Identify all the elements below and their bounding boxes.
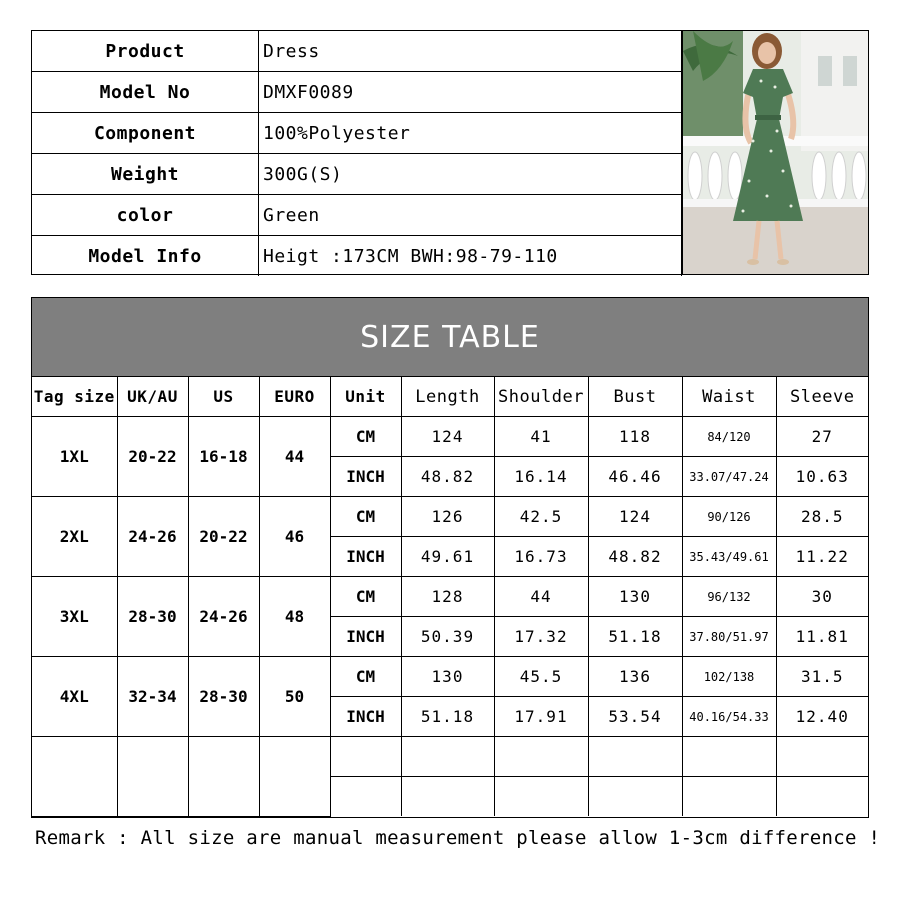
header-bust: Bust	[588, 377, 682, 417]
info-value: 100%Polyester	[259, 113, 682, 154]
uk-au-cell: 24-26	[117, 497, 188, 577]
size-table-header-row	[32, 377, 868, 417]
tag-size-cell: 2XL	[32, 497, 117, 577]
info-label: color	[32, 195, 259, 236]
info-value: Dress	[259, 31, 682, 72]
info-row-component	[32, 113, 682, 154]
length-cell: 126	[401, 497, 494, 537]
info-row-model-info	[32, 236, 682, 277]
bust-cell: 51.18	[588, 617, 682, 657]
info-value: DMXF0089	[259, 72, 682, 113]
unit-cell: CM	[330, 657, 401, 697]
shoulder-cell: 45.5	[494, 657, 588, 697]
sleeve-cell: 11.22	[776, 537, 868, 577]
info-label: Model No	[32, 72, 259, 113]
info-label: Model Info	[32, 236, 259, 277]
empty-row	[32, 737, 868, 777]
empty-cell	[330, 737, 401, 777]
empty-cell	[401, 777, 494, 817]
table-row	[32, 577, 868, 617]
uk-au-cell: 28-30	[117, 577, 188, 657]
sleeve-cell: 11.81	[776, 617, 868, 657]
length-cell: 50.39	[401, 617, 494, 657]
sleeve-cell: 27	[776, 417, 868, 457]
length-cell: 128	[401, 577, 494, 617]
shoulder-cell: 42.5	[494, 497, 588, 537]
us-cell: 28-30	[188, 657, 259, 737]
bust-cell: 130	[588, 577, 682, 617]
header-tag-size: Tag size	[32, 377, 117, 417]
size-table-title: SIZE TABLE	[32, 298, 868, 377]
euro-cell: 44	[259, 417, 330, 497]
info-row-product	[32, 31, 682, 72]
unit-cell: INCH	[330, 457, 401, 497]
waist-cell: 102/138	[682, 657, 776, 697]
us-cell: 20-22	[188, 497, 259, 577]
length-cell: 130	[401, 657, 494, 697]
info-value: 300G(S)	[259, 154, 682, 195]
empty-cell	[588, 777, 682, 817]
header-waist: Waist	[682, 377, 776, 417]
empty-cell	[188, 737, 259, 817]
waist-cell: 84/120	[682, 417, 776, 457]
unit-cell: CM	[330, 417, 401, 457]
info-value: Heigt :173CM BWH:98-79-110	[259, 236, 682, 277]
empty-cell	[494, 777, 588, 817]
waist-cell: 96/132	[682, 577, 776, 617]
shoulder-cell: 17.91	[494, 697, 588, 737]
header-uk-au: UK/AU	[117, 377, 188, 417]
waist-cell: 37.80/51.97	[682, 617, 776, 657]
tag-size-cell: 4XL	[32, 657, 117, 737]
sleeve-cell: 31.5	[776, 657, 868, 697]
us-cell: 16-18	[188, 417, 259, 497]
table-row	[32, 417, 868, 457]
shoulder-cell: 16.14	[494, 457, 588, 497]
bust-cell: 53.54	[588, 697, 682, 737]
remark-note: Remark : All size are manual measurement please allow 1-3cm difference !	[35, 827, 881, 849]
empty-cell	[117, 737, 188, 817]
unit-cell: INCH	[330, 537, 401, 577]
uk-au-cell: 32-34	[117, 657, 188, 737]
size-table-section	[31, 297, 869, 818]
model-photo	[682, 31, 868, 274]
empty-cell	[776, 737, 868, 777]
empty-cell	[682, 737, 776, 777]
length-cell: 124	[401, 417, 494, 457]
sleeve-cell: 10.63	[776, 457, 868, 497]
table-row	[32, 657, 868, 697]
sleeve-cell: 28.5	[776, 497, 868, 537]
model-photo-illustration	[683, 31, 868, 274]
euro-cell: 48	[259, 577, 330, 657]
shoulder-cell: 41	[494, 417, 588, 457]
sleeve-cell: 30	[776, 577, 868, 617]
length-cell: 48.82	[401, 457, 494, 497]
waist-cell: 40.16/54.33	[682, 697, 776, 737]
shoulder-cell: 44	[494, 577, 588, 617]
unit-cell: CM	[330, 497, 401, 537]
waist-cell: 33.07/47.24	[682, 457, 776, 497]
empty-cell	[259, 737, 330, 817]
unit-cell: INCH	[330, 697, 401, 737]
tag-size-cell: 1XL	[32, 417, 117, 497]
euro-cell: 50	[259, 657, 330, 737]
bust-cell: 136	[588, 657, 682, 697]
empty-cell	[330, 777, 401, 817]
unit-cell: INCH	[330, 617, 401, 657]
unit-cell: CM	[330, 577, 401, 617]
info-label: Weight	[32, 154, 259, 195]
info-row-color	[32, 195, 682, 236]
uk-au-cell: 20-22	[117, 417, 188, 497]
bust-cell: 46.46	[588, 457, 682, 497]
empty-cell	[494, 737, 588, 777]
tag-size-cell: 3XL	[32, 577, 117, 657]
info-row-weight	[32, 154, 682, 195]
table-row	[32, 497, 868, 537]
header-unit: Unit	[330, 377, 401, 417]
empty-cell	[776, 777, 868, 817]
header-sleeve: Sleeve	[776, 377, 868, 417]
header-euro: EURO	[259, 377, 330, 417]
euro-cell: 46	[259, 497, 330, 577]
empty-cell	[682, 777, 776, 817]
info-label: Component	[32, 113, 259, 154]
length-cell: 51.18	[401, 697, 494, 737]
us-cell: 24-26	[188, 577, 259, 657]
shoulder-cell: 17.32	[494, 617, 588, 657]
size-table	[32, 377, 868, 817]
product-info-table	[32, 31, 682, 276]
info-row-model-no	[32, 72, 682, 113]
empty-cell	[32, 737, 117, 817]
header-us: US	[188, 377, 259, 417]
waist-cell: 35.43/49.61	[682, 537, 776, 577]
bust-cell: 124	[588, 497, 682, 537]
empty-cell	[588, 737, 682, 777]
sleeve-cell: 12.40	[776, 697, 868, 737]
empty-cell	[401, 737, 494, 777]
length-cell: 49.61	[401, 537, 494, 577]
bust-cell: 118	[588, 417, 682, 457]
waist-cell: 90/126	[682, 497, 776, 537]
header-length: Length	[401, 377, 494, 417]
shoulder-cell: 16.73	[494, 537, 588, 577]
product-info-section	[31, 30, 869, 275]
info-value: Green	[259, 195, 682, 236]
info-label: Product	[32, 31, 259, 72]
header-shoulder: Shoulder	[494, 377, 588, 417]
bust-cell: 48.82	[588, 537, 682, 577]
